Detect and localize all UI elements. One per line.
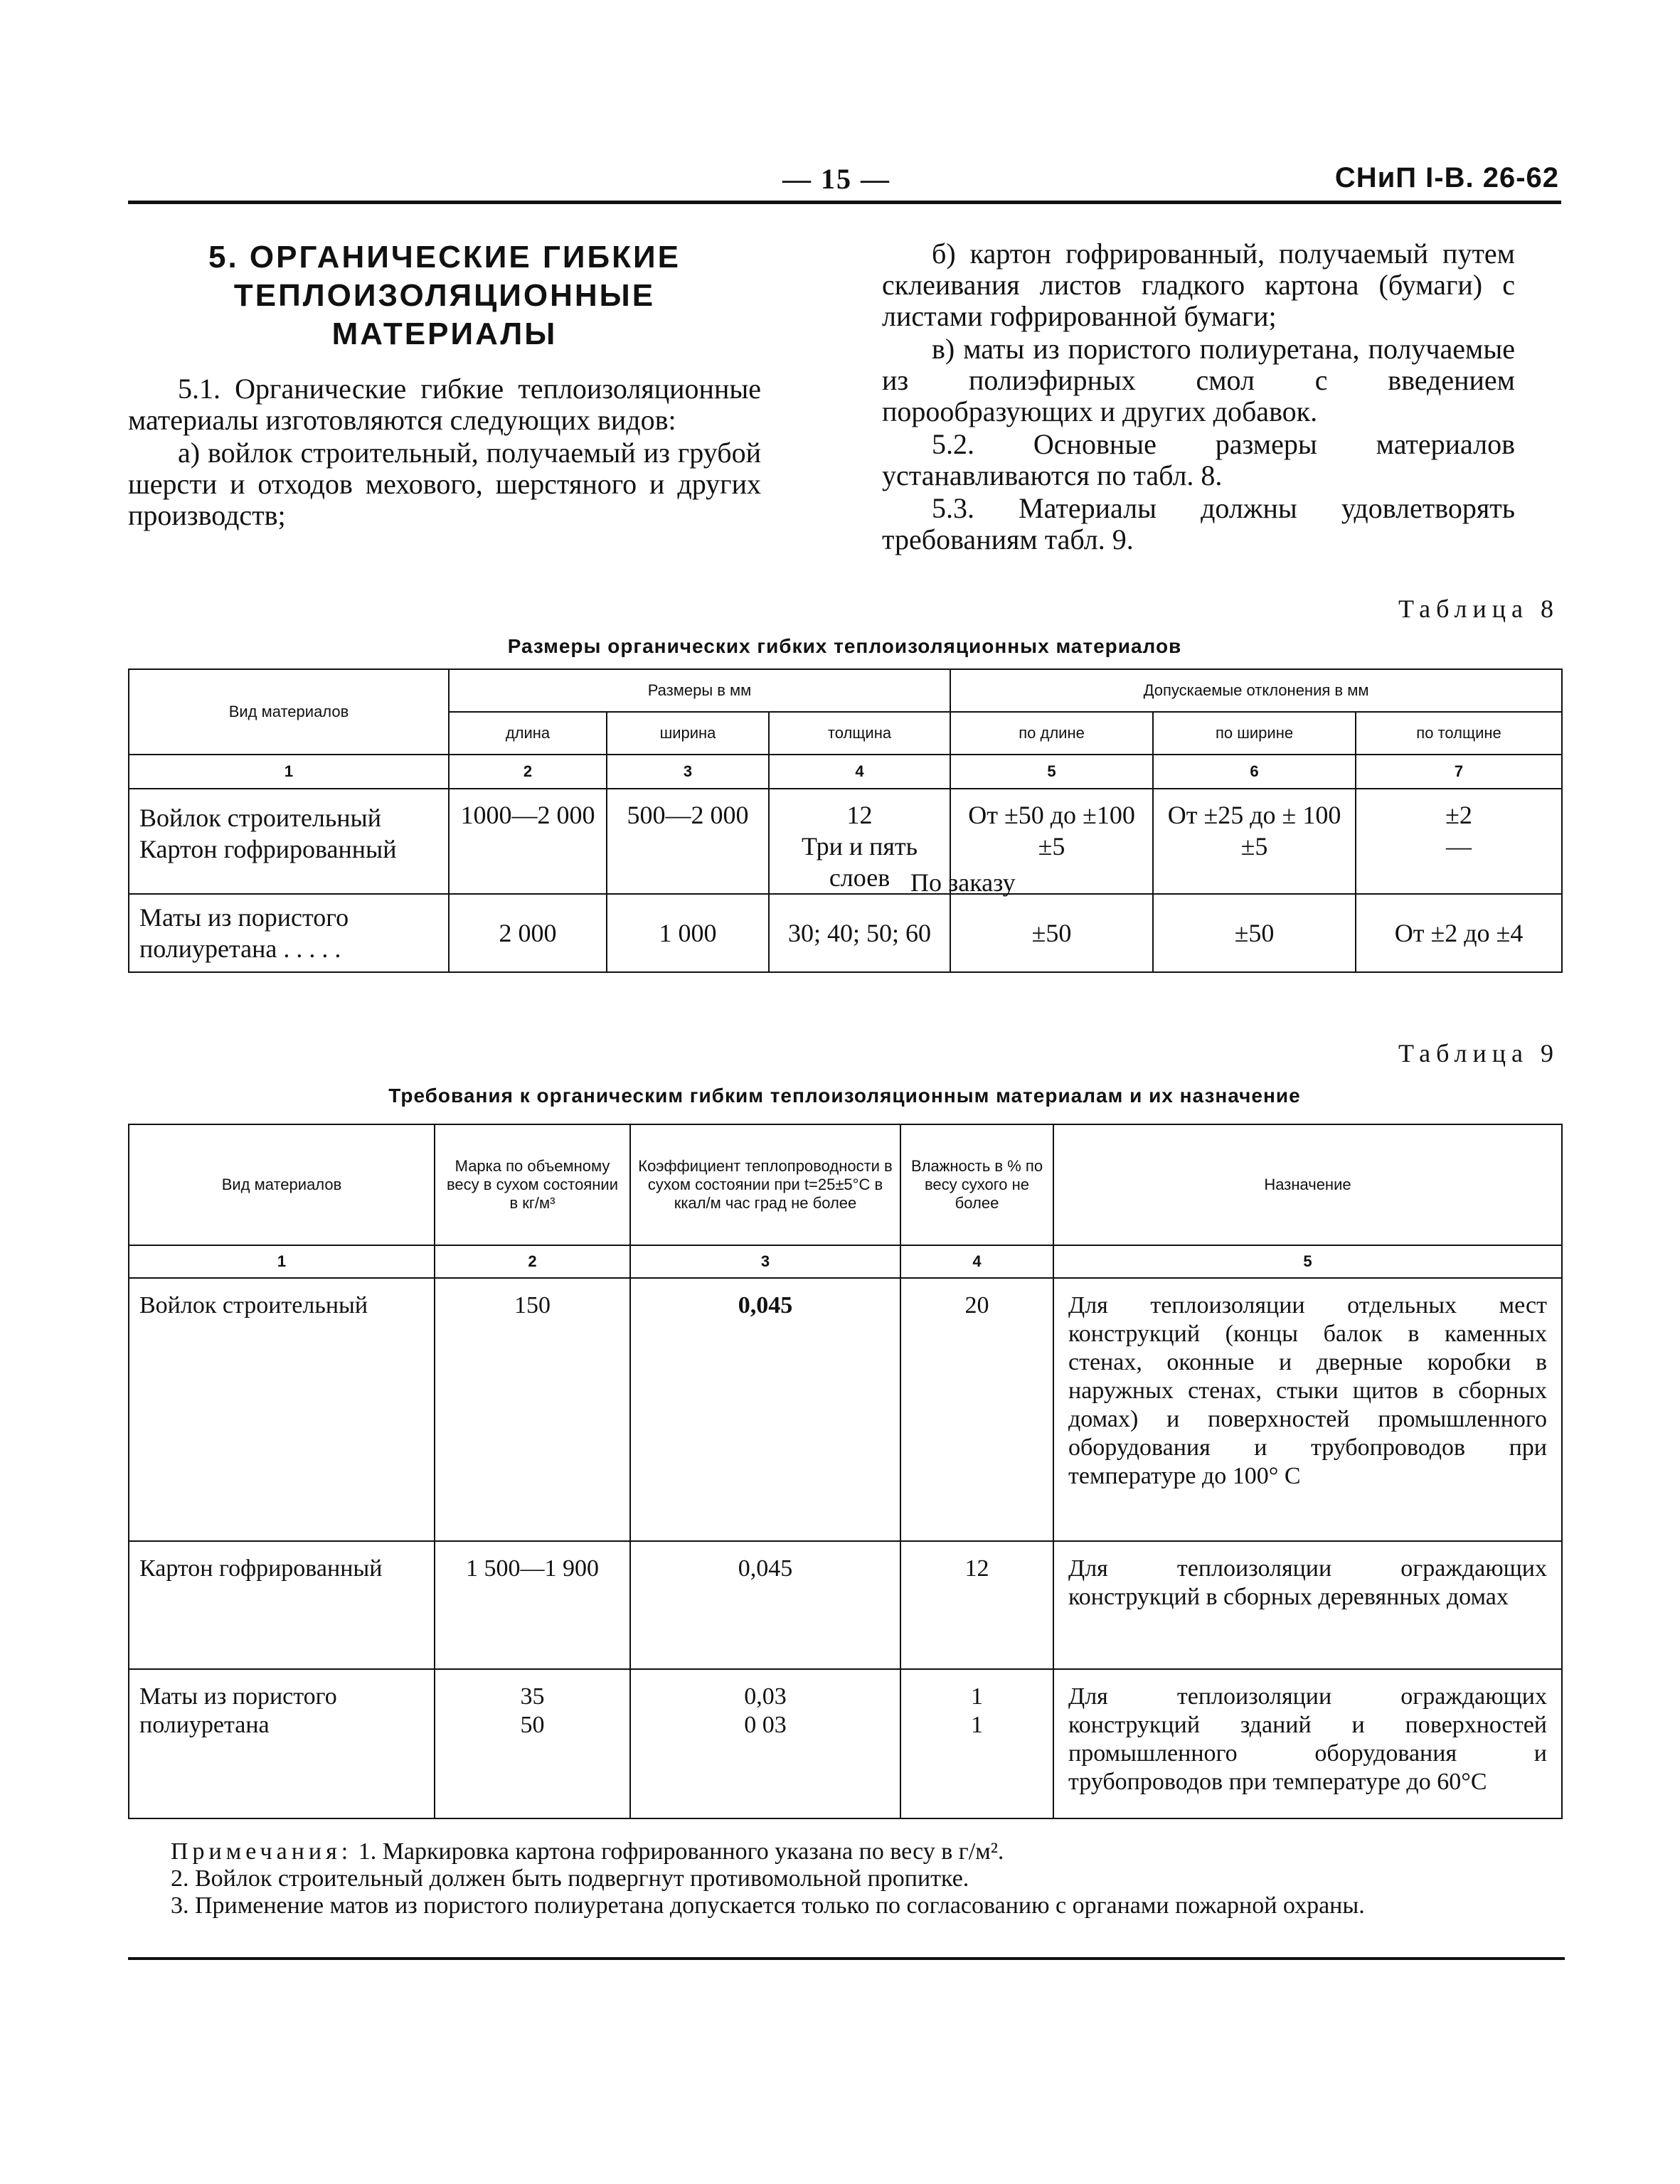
t8-header-tol-length: по длине: [950, 712, 1153, 755]
t8-cell: От ±25 до ± 100 ±5: [1153, 789, 1356, 894]
t8-cell: От ±2 до ±4: [1356, 894, 1562, 972]
document-code: СНиП I-В. 26-62: [1334, 162, 1559, 193]
notes: [171, 1838, 1558, 1919]
header-rule: [128, 201, 1561, 204]
t8-cell: 30; 40; 50; 60: [769, 894, 950, 972]
t8-cell: ±50: [1153, 894, 1356, 972]
t8-colnum: 2: [449, 755, 607, 789]
t8-header-thickness: толщина: [769, 712, 950, 755]
section-title: 5. ОРГАНИЧЕСКИЕ ГИБКИЕ ТЕПЛОИЗОЛЯЦИОННЫЕ МАТЕРИАЛЫ: [208, 240, 681, 351]
t8-colnum: 6: [1153, 755, 1356, 789]
t8-header-tol-width: по ширине: [1153, 712, 1356, 755]
bottom-rule: [128, 1957, 1565, 1960]
table8: [128, 668, 1563, 973]
t9-cell: Для теплоизоляции отдельных мест конструкций (концы балок в каменных стенах, оконные и дверные коробки в наружных стенах, стыки щитов в сборных домах) и поверхностей промышленного оборудования и трубопроводов при температуре до 100° С: [1053, 1278, 1562, 1541]
t9-colnum: 1: [129, 1245, 435, 1278]
t9-cell: Маты из пористого полиуретана: [129, 1669, 435, 1818]
t8-colnum: 7: [1356, 755, 1562, 789]
table9-caption: Таблица 9: [1398, 1039, 1559, 1067]
t9-cell: 150: [435, 1278, 630, 1541]
t9-cell: 0,045: [630, 1541, 900, 1669]
t8-cell: 500—2 000: [607, 789, 769, 894]
left-column: [128, 238, 761, 533]
notes-label: Примечания:: [171, 1838, 353, 1865]
t9-header-conductivity: Коэффициент теплопроводности в сухом состоянии при t=25±5°С в ккал/м час град не более: [630, 1124, 900, 1245]
t9-cell: Для теплоизоляции ограждающих конструкций зданий и поверхностей промышленного оборудования и трубопроводов при температуре до 60°С: [1053, 1669, 1562, 1818]
t9-header-purpose: Назначение: [1053, 1124, 1562, 1245]
t8-order-note: По заказу: [910, 868, 1016, 897]
t8-header-length: длина: [449, 712, 607, 755]
t8-header-tolerances: Допускаемые отклонения в мм: [950, 669, 1562, 712]
t9-header-kind: Вид материалов: [129, 1124, 435, 1245]
t9-colnum: 3: [630, 1245, 900, 1278]
note-1: 1. Маркировка картона гофрированного указана по весу в г/м².: [358, 1838, 1004, 1865]
t8-colnum: 3: [607, 755, 769, 789]
t8-cell: ±50: [950, 894, 1153, 972]
t9-cell: 35 50: [435, 1669, 630, 1818]
t9-cell: 0,045: [630, 1278, 900, 1541]
t8-cell: 12 Три и пять слоев: [769, 789, 950, 894]
t8-header-width: ширина: [607, 712, 769, 755]
t8-cell: ±2 —: [1356, 789, 1562, 894]
t8-cell: Маты из пористого полиуретана . . . . .: [129, 894, 449, 972]
t9-cell: 1 1: [900, 1669, 1053, 1818]
table8-caption: Таблица 8: [1398, 595, 1559, 623]
t9-cell: Для теплоизоляции ограждающих конструкций в сборных деревянных домах: [1053, 1541, 1562, 1669]
t8-cell: 2 000: [449, 894, 607, 972]
t8-cell: 1 000: [607, 894, 769, 972]
note-2: 2. Войлок строительный должен быть подвергнут противомольной пропитке.: [171, 1865, 969, 1892]
t8-colnum: 5: [950, 755, 1153, 789]
t8-colnum: 4: [769, 755, 950, 789]
paragraph-5-3: 5.3. Материалы должны удовлетворять требованиям табл. 9.: [882, 492, 1515, 555]
t8-colnum: 1: [129, 755, 449, 789]
t9-colnum: 2: [435, 1245, 630, 1278]
t9-cell: 12: [900, 1541, 1053, 1669]
paragraph-v: в) маты из пористого полиуретана, получаемые из полиэфирных смол с введением порообразующих и других добавок.: [882, 333, 1515, 427]
t9-cell: 1 500—1 900: [435, 1541, 630, 1669]
t8-cell: 1000—2 000: [449, 789, 607, 894]
t8-header-tol-thickness: по толщине: [1356, 712, 1562, 755]
t9-colnum: 4: [900, 1245, 1053, 1278]
note-3: 3. Применение матов из пористого полиуретана допускается только по согласованию с органами пожарной охраны.: [171, 1892, 1365, 1919]
t8-cell: Войлок строительный Картон гофрированный: [129, 789, 449, 894]
paragraph-5-2: 5.2. Основные размеры материалов устанавливаются по табл. 8.: [882, 428, 1515, 491]
t8-cell: От ±50 до ±100 ±5: [950, 789, 1153, 894]
table8-title: Размеры органических гибких теплоизоляционных материалов: [507, 635, 1182, 657]
t9-header-grade: Марка по объемному весу в сухом состоянии в кг/м³: [435, 1124, 630, 1245]
paragraph-5-1: 5.1. Органические гибкие теплоизоляционные материалы изготовляются следующих видов:: [128, 373, 761, 436]
table9: [128, 1124, 1563, 1819]
t8-header-sizes: Размеры в мм: [449, 669, 950, 712]
t9-cell: 0,03 0 03: [630, 1669, 900, 1818]
paragraph-a: а) войлок строительный, получаемый из грубой шерсти и отходов мехового, шерстяного и других производств;: [128, 437, 761, 531]
t9-header-humidity: Влажность в % по весу сухого не более: [900, 1124, 1053, 1245]
t9-colnum: 5: [1053, 1245, 1562, 1278]
t9-cell: Картон гофрированный: [129, 1541, 435, 1669]
t9-cell: Войлок строительный: [129, 1278, 435, 1541]
paragraph-b: б) картон гофрированный, получаемый путем склеивания листов гладкого картона (бумаги) с листами гофрированной бумаги;: [882, 238, 1515, 332]
t8-header-kind: Вид материалов: [129, 669, 449, 755]
t9-cell: 20: [900, 1278, 1053, 1541]
table9-title: Требования к органическим гибким теплоизоляционным материалам и их назначение: [388, 1085, 1301, 1107]
right-column: [882, 238, 1515, 557]
page-number: — 15 —: [782, 163, 890, 195]
